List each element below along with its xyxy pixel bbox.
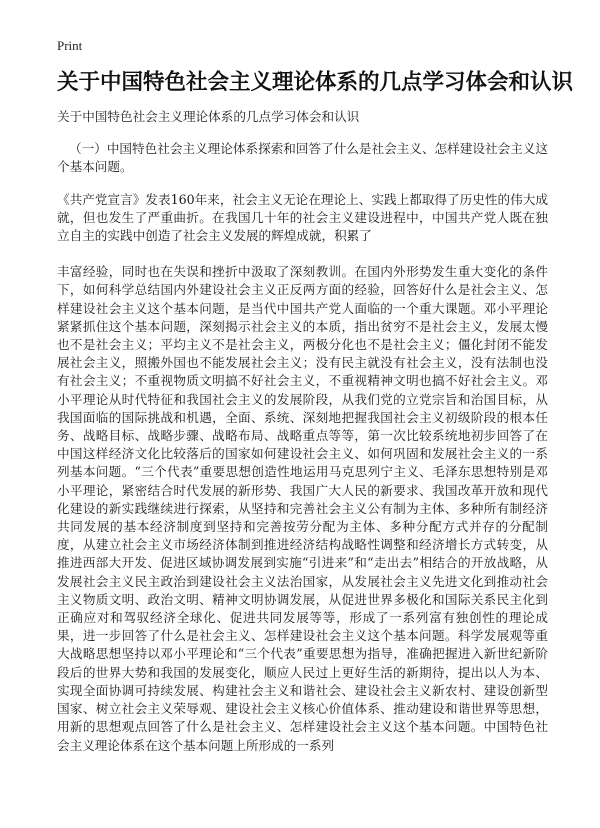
document-title: 关于中国特色社会主义理论体系的几点学习体会和认识 [57, 70, 574, 95]
section-heading: （一）中国特色社会主义理论体系探索和回答了什么是社会主义、怎样建设社会主义这个基本问题。 [57, 141, 548, 175]
print-label: Print [57, 38, 83, 53]
body-paragraph: 丰富经验，同时也在失误和挫折中汲取了深刻教训。在国内外形势发生重大变化的条件下，如何科学总结国内外建设社会主义正反两方面的经验，回答好什么是社会主义、怎样建设社会主义这个基本问题，是当代中国共产党人面临的一个重大课题。邓小平理论紧紧抓住这个基本问题，深刻揭示社会主义的本质，指出贫穷不是社会主义，发展太慢也不是社会主义；平均主义不是社会主义，两极分化也不是社会主义；僵化封闭不能发展社会主义，照搬外国也不能发展社会主义；没有民主就没有社会主义，没有法制也没有社会主义；不重视物质文明搞不好社会主义，不重视精神文明也搞不好社会主义。邓小平理论从时代特征和我国社会主义的发展阶段，从我们党的立党宗旨和治国目标，从我国面临的国际挑战和机遇，全面、系统、深刻地把握我国社会主义初级阶段的根本任务、战略目标、战略步骤、战略布局、战略重点等等，第一次比较系统地初步回答了在中国这样经济文化比较落后的国家如何建设社会主义、如何巩固和发展社会主义的一系列基本问题。“三个代表”重要思想创造性地运用马克思列宁主义、毛泽东思想特别是邓小平理论，紧密结合时代发展的新形势、我国广大人民的新要求、我国改革开放和现代化建设的新实践继续进行探索，从坚持和完善社会主义公有制为主体、多种所有制经济共同发展的基本经济制度到坚持和完善按劳分配为主体、多种分配方式并存的分配制度，从建立社会主义市场经济体制到推进经济结构战略性调整和经济增长方式转变，从推进西部大开发、促进区域协调发展到实施“引进来”和“走出去”相结合的开放战略，从发展社会主义民主政治到建设社会主义法治国家，从发展社会主义先进文化到推动社会主义物质文明、政治文明、精神文明协调发展，从促进世界多极化和国际关系民主化到正确应对和驾驭经济全球化、促进共同发展等等，形成了一系列富有独创性的理论成果，进一步回答了什么是社会主义、怎样建设社会主义这个基本问题。科学发展观等重大战略思想坚持以邓小平理论和“三个代表”重要思想为指导，准确把握进入新世纪新阶段后的世界大势和我国的发展变化，顺应人民过上更好生活的新期待，提出以人为本、实现全面协调可持续发展、构建社会主义和谐社会、建设社会主义新农村、建设创新型国家、树立社会主义荣辱观、建设社会主义核心价值体系、推动建设和谐世界等思想，用新的思想观点回答了什么是社会主义、怎样建设社会主义这个基本问题。中国特色社会主义理论体系在这个基本问题上所形成的一系列 [57, 264, 548, 753]
document-subtitle: 关于中国特色社会主义理论体系的几点学习体会和认识 [57, 109, 360, 124]
body-paragraph: 《共产党宣言》发表160年来，社会主义无论在理论上、实践上都取得了历史性的伟大成就，但也发生了严重曲折。在我国几十年的社会主义建设进程中，中国共产党人既在独立自主的实践中创造了社会主义发展的辉煌成就，积累了 [57, 191, 548, 244]
